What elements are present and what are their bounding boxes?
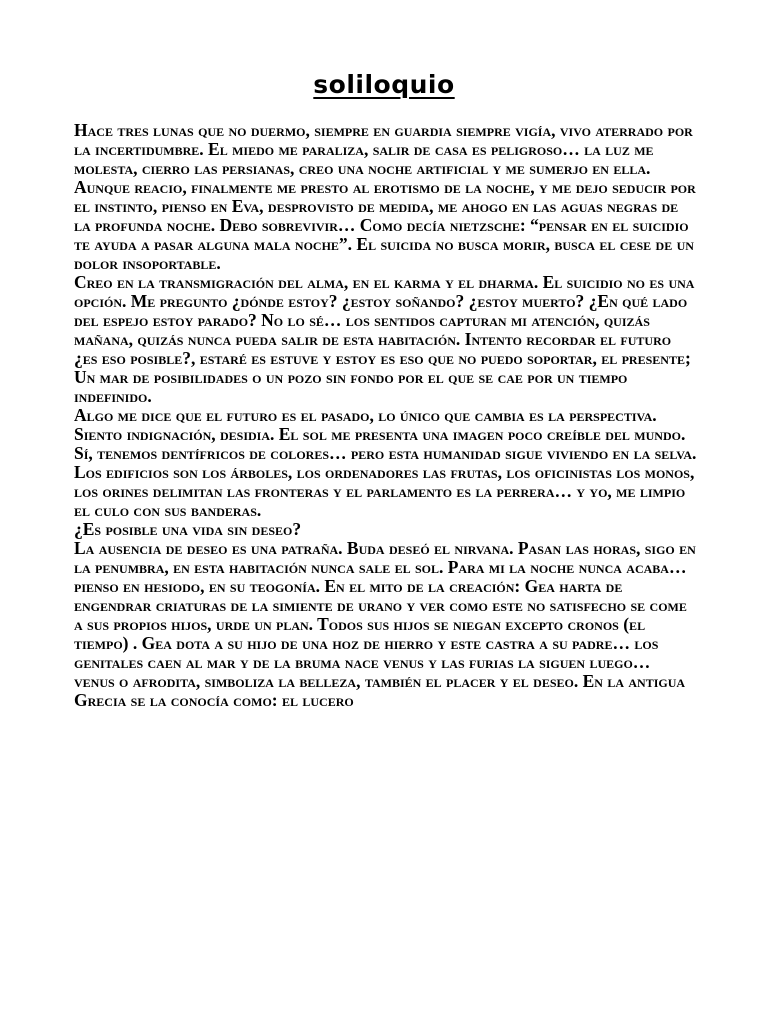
paragraph-4: Algo me dice que el futuro es el pasado, lo único que cambia es la perspectiva. (74, 405, 657, 425)
paragraph-3: Creo en la transmigración del alma, en el karma y el dharma. El suicidio no es una opción. Me pregunto ¿dónde estoy? ¿estoy soñando? ¿estoy muerto? ¿En qué lado del espejo estoy parado? No lo sé… los sentidos capturan mi atención, quizás mañana, quizás nunca pueda salir de esta habitación. Intento recordar el futuro ¿es eso posible?, estaré es estuve y estoy es eso que no puedo soportar, el presente; Un mar de posibilidades o un pozo sin fondo por el que se cae por un tiempo indefinido. (74, 272, 695, 406)
paragraph-9: pienso en hesiodo, en su teogonía. En el mito de la creación: Gea harta de engendrar criaturas de la simiente de urano y ver como este no satisfecho se come a sus propios hijos, urde un plan. Todos sus hijos se niegan excepto cronos (el tiempo) . Gea dota a su hijo de una hoz de hierro y este castra a su padre… los genitales caen al mar y de la bruma nace venus y las furias la siguen luego… (74, 576, 687, 672)
document-title: soliloquio (313, 70, 455, 99)
paragraph-6: Sí, tenemos dentífricos de colores… pero esta humanidad sigue viviendo en la selva. Los edificios son los árboles, los ordenadores las frutas, los oficinistas los monos, los orines delimitan las fronteras y el parlamento es la perrera… y yo, me limpio el culo con sus banderas. (74, 443, 697, 520)
paragraph-10: venus o afrodita, simboliza la belleza, también el placer y el deseo. En la antigua Grecia se la conocía como: el lucero (74, 671, 686, 710)
paragraph-5: Siento indignación, desidia. El sol me presenta una imagen poco creíble del mundo. (74, 424, 686, 444)
document-body (74, 121, 698, 710)
paragraph-8: La ausencia de deseo es una patraña. Buda deseó el nirvana. Pasan las horas, sigo en la penumbra, en esta habitación nunca sale el sol. Para mi la noche nunca acaba… (74, 538, 696, 577)
paragraph-7: ¿Es posible una vida sin deseo? (74, 519, 302, 539)
paragraph-1: Hace tres lunas que no duermo, siempre en guardia siempre vigía, vivo aterrado por la incertidumbre. El miedo me paraliza, salir de casa es peligroso… la luz me molesta, cierro las persianas, creo una noche artificial y me sumerjo en ella. (74, 120, 693, 178)
paragraph-2: Aunque reacio, finalmente me presto al erotismo de la noche, y me dejo seducir por el instinto, pienso en Eva, desprovisto de medida, me ahogo en las aguas negras de la profunda noche. Debo sobrevivir… Como decía nietzsche: “pensar en el suicidio te ayuda a pasar alguna mala noche”. El suicida no busca morir, busca el cese de un dolor insoportable. (74, 177, 696, 273)
